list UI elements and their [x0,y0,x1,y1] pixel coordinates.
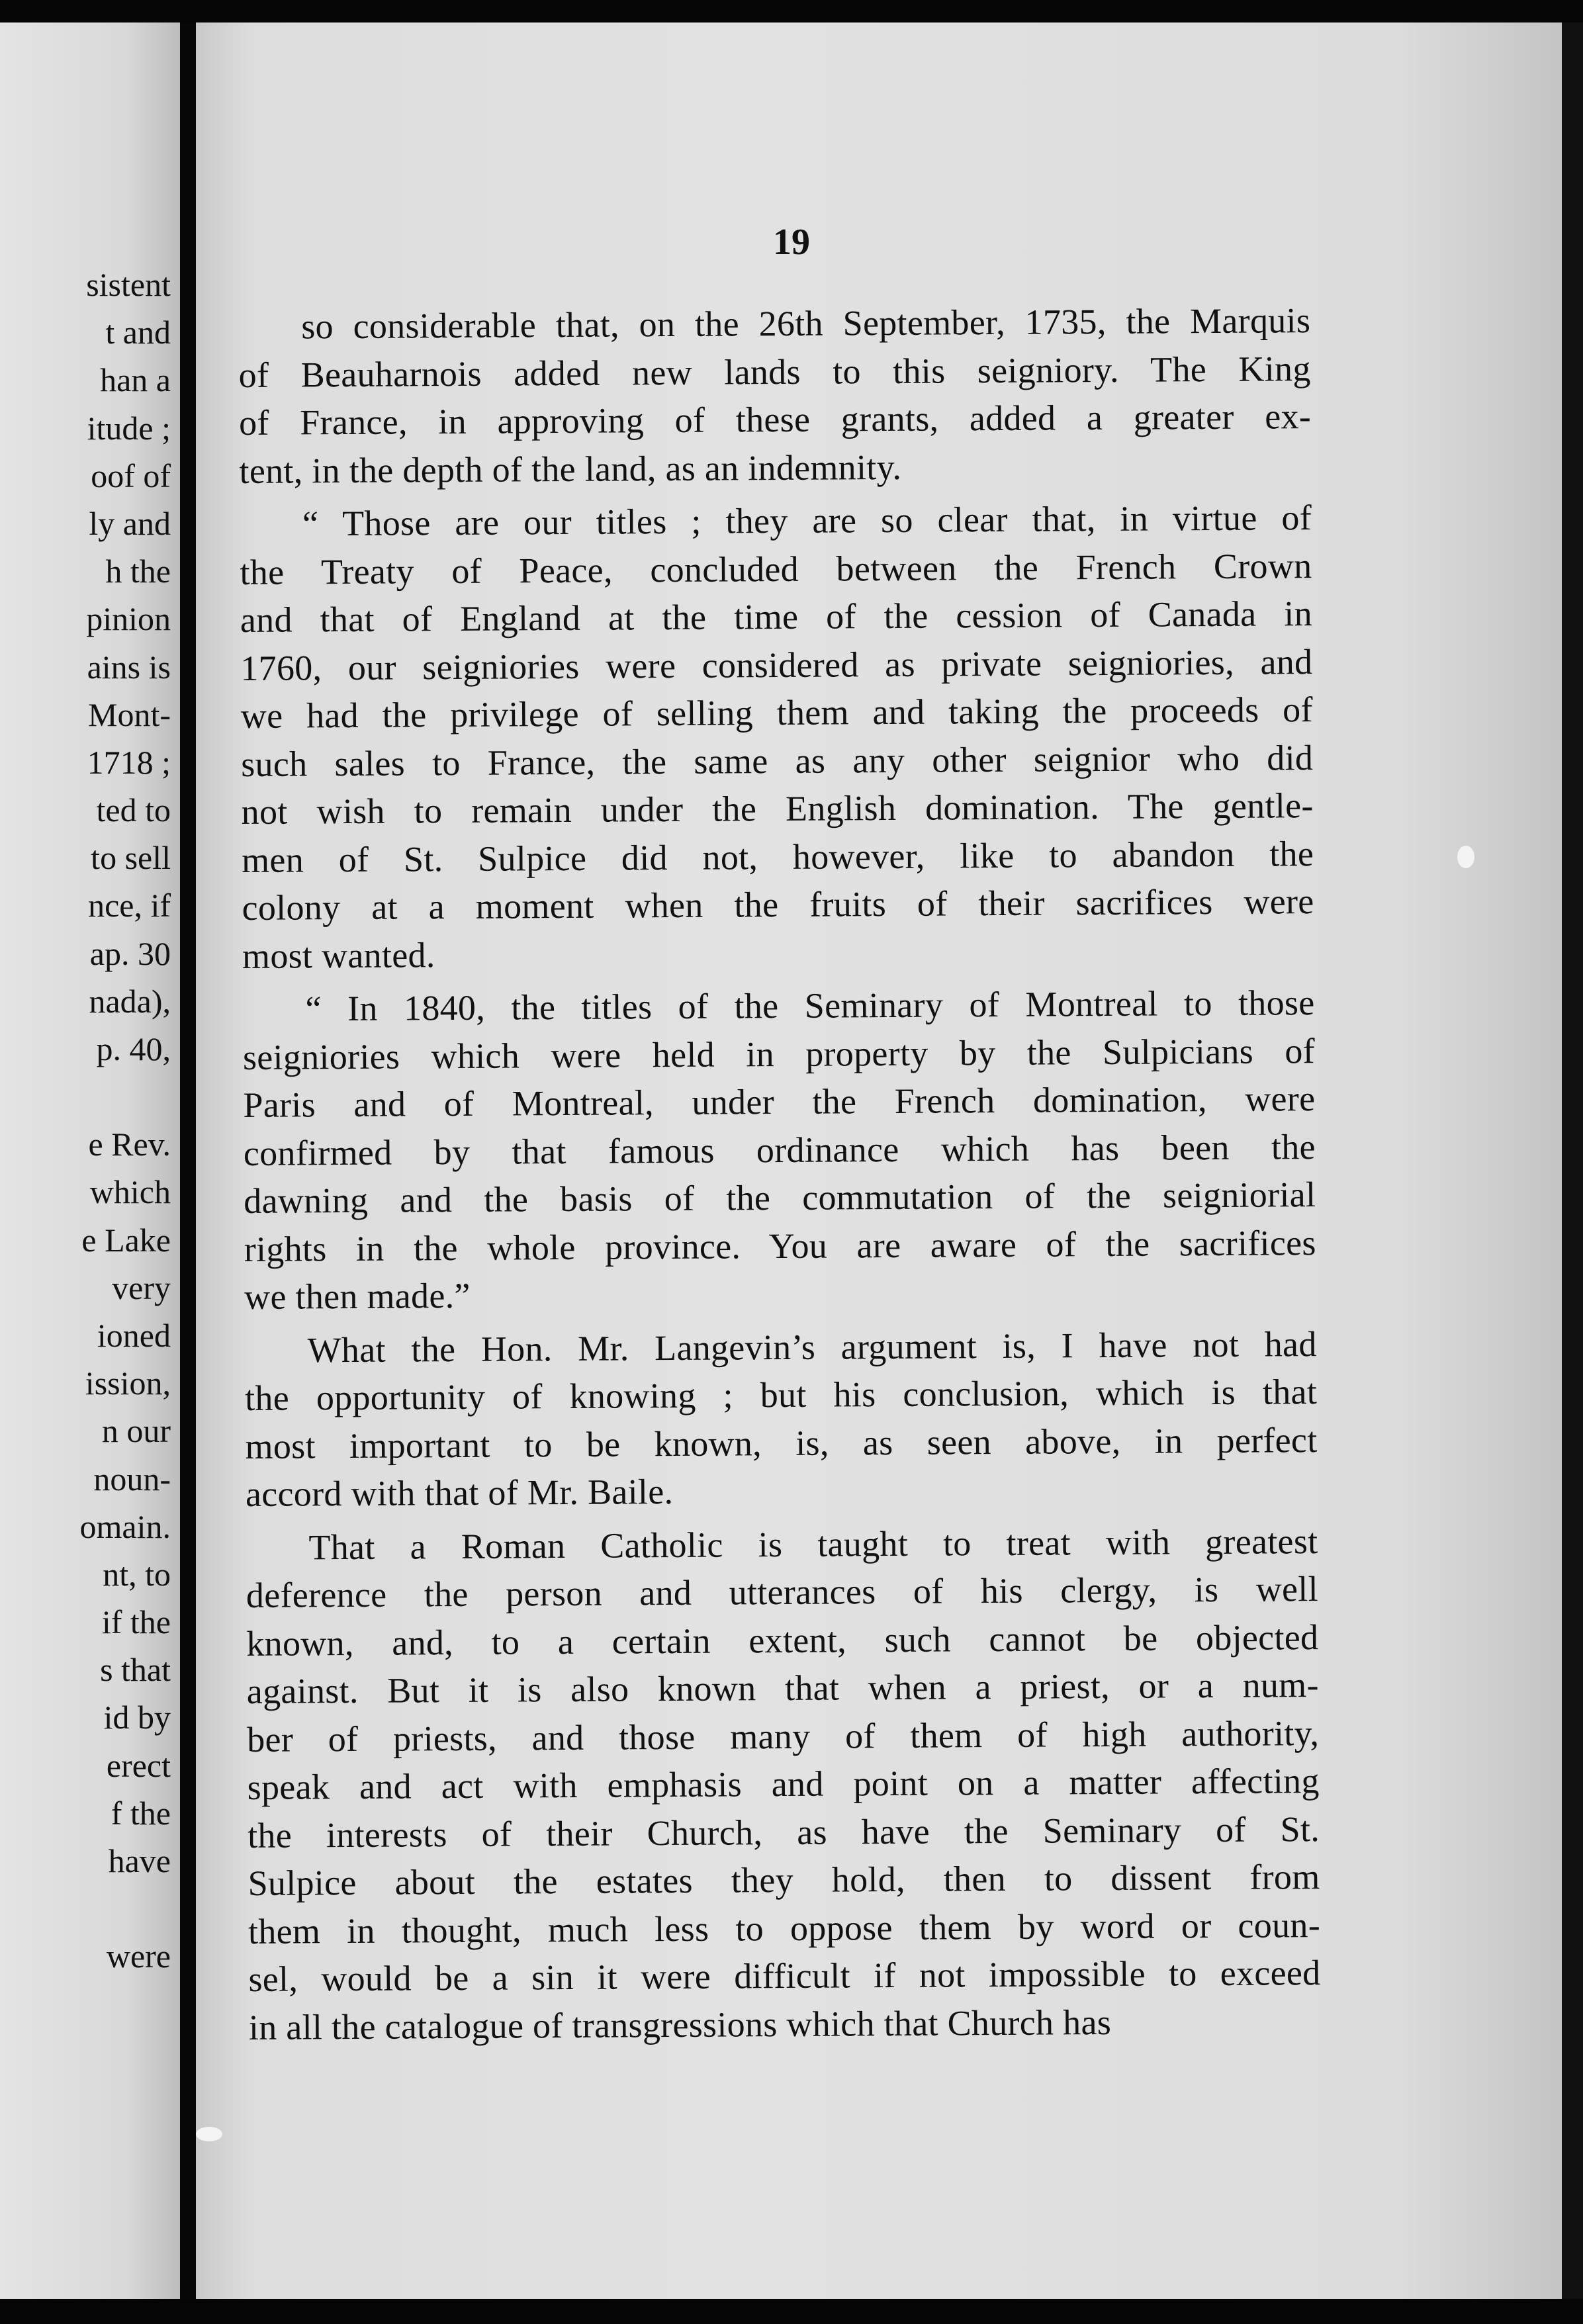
scan-bottom-border [0,2299,1583,2324]
facing-page-line: ted to [96,791,171,829]
text-line: most wanted. [242,934,435,976]
text-line: confirmed by that famous ordinance which has been the [243,1126,1316,1173]
page-body-text [238,296,1321,2051]
text-line: rights in the whole province. You are aware of the sacrifices [244,1222,1316,1269]
paragraph [240,494,1314,980]
text-line: most important to be known, is, as seen above, in perfect [245,1419,1318,1466]
facing-page-line: f the [111,1794,171,1832]
text-line: and that of England at the time of the cession of Canada in [240,594,1313,640]
paragraph [246,1517,1321,2051]
text-line: the Treaty of Peace, concluded between the French Crown [240,545,1312,592]
facing-page-line: Mont- [88,695,171,733]
text-line: of France, in approving of these grants, added a greater ex- [238,396,1312,443]
book-gutter [180,22,196,2299]
facing-page-line: were [106,1938,171,1975]
facing-page-line: e Rev. [88,1126,171,1163]
text-line: accord with that of Mr. Baile. [245,1472,674,1514]
facing-page-fragment [0,22,180,2299]
facing-page-line: pinion [86,600,171,638]
facing-page-line: which [89,1173,171,1211]
scan-speck [1457,846,1474,868]
text-line: tent, in the depth of the land, as an indemnity. [239,447,902,491]
text-line: the interests of their Church, as have the Seminary of St. [247,1809,1320,1855]
text-line: What the Hon. Mr. Langevin’s argument is, I have not had [307,1323,1317,1370]
paragraph [238,296,1312,495]
text-line: That a Roman Catholic is taught to treat with greatest [308,1521,1318,1567]
text-line: such sales to France, the same as any other seignior who did [241,737,1314,784]
facing-page-line: ap. 30 [89,934,171,972]
facing-page-line: t and [105,314,171,351]
facing-page-line: nt, to [103,1555,171,1593]
facing-page-line: han a [100,361,171,399]
text-line: them in thought, much less to oppose them by word or coun- [248,1904,1321,1951]
text-line: men of St. Sulpice did not, however, like to abandon the [241,833,1314,880]
facing-page-line: very [112,1269,171,1306]
facing-page-line: erect [106,1746,171,1784]
text-line: of Beauharnois added new lands to this seigniory. The King [238,348,1311,395]
facing-page-line: ission, [85,1364,171,1402]
facing-page-line: nce, if [88,887,171,924]
text-line: dawning and the basis of the commutation of the seigniorial [244,1175,1316,1221]
facing-page-gap [0,1073,171,1120]
facing-page-line: id by [103,1699,171,1736]
facing-page-line: ioned [97,1316,171,1354]
facing-page-line: if the [101,1603,171,1641]
facing-page-line: omain. [79,1507,171,1545]
text-line: sel, would be a sin it were difficult if not impossible to exceed [248,1953,1321,1999]
text-line: deference the person and utterances of his clergy, is well [246,1569,1319,1615]
text-line: we then made.” [244,1275,471,1317]
facing-page-line: h the [105,553,171,590]
facing-page-line: ains is [87,648,171,686]
scan-right-border [1562,22,1583,2299]
facing-page-gap [0,1885,171,1932]
text-line: we had the privilege of selling them and taking the proceeds of [240,690,1313,736]
text-line: in all the catalogue of transgressions which that Church has [248,2002,1112,2047]
facing-page-line: sistent [86,266,171,303]
text-line: seigniories which were held in property by the Sulpicians of [242,1030,1316,1077]
text-line: 1760, our seigniories were considered as private seigniories, and [240,641,1313,688]
facing-page-line: oof of [91,457,171,494]
facing-page-line: 1718 ; [87,743,171,781]
facing-page-line: noun- [93,1460,171,1497]
scan-speck [196,2127,222,2141]
facing-page-line: n our [101,1412,171,1450]
text-line: Sulpice about the estates they hold, then to dissent from [248,1857,1320,1903]
text-line: “ In 1840, the titles of the Seminary of Montreal to those [305,983,1315,1029]
facing-page-line: p. 40, [96,1030,171,1067]
facing-page-text [0,261,171,1980]
paragraph [244,1320,1318,1519]
facing-page-line: have [108,1842,171,1879]
scan-top-border [0,0,1583,22]
text-line: not wish to remain under the English domination. The gentle- [241,785,1314,832]
paragraph [242,979,1316,1321]
text-line: the opportunity of knowing ; but his conclusion, which is that [244,1372,1318,1418]
facing-page-line: s that [100,1651,171,1689]
text-line: against. But it is also known that when a priest, or a num- [246,1665,1319,1711]
page-number: 19 [773,222,810,263]
facing-page-line: to sell [91,839,171,877]
text-line: speak and act with emphasis and point on a matter affecting [247,1761,1320,1807]
facing-page-line: nada), [89,982,171,1020]
facing-page-line: e Lake [81,1221,171,1259]
facing-page-line: itude ; [87,409,171,447]
text-line: ber of priests, and those many of them of high authority, [247,1713,1320,1760]
book-page [196,22,1562,2299]
text-line: colony at a moment when the fruits of their sacrifices were [242,881,1314,928]
text-line: known, and, to a certain extent, such cannot be objected [246,1617,1319,1664]
text-line: Paris and of Montreal, under the French domination, were [243,1079,1316,1125]
text-line: so considerable that, on the 26th September, 1735, the Marquis [301,300,1311,347]
facing-page-line: ly and [89,504,171,542]
text-line: “ Those are our titles ; they are so clear that, in virtue of [302,498,1312,544]
